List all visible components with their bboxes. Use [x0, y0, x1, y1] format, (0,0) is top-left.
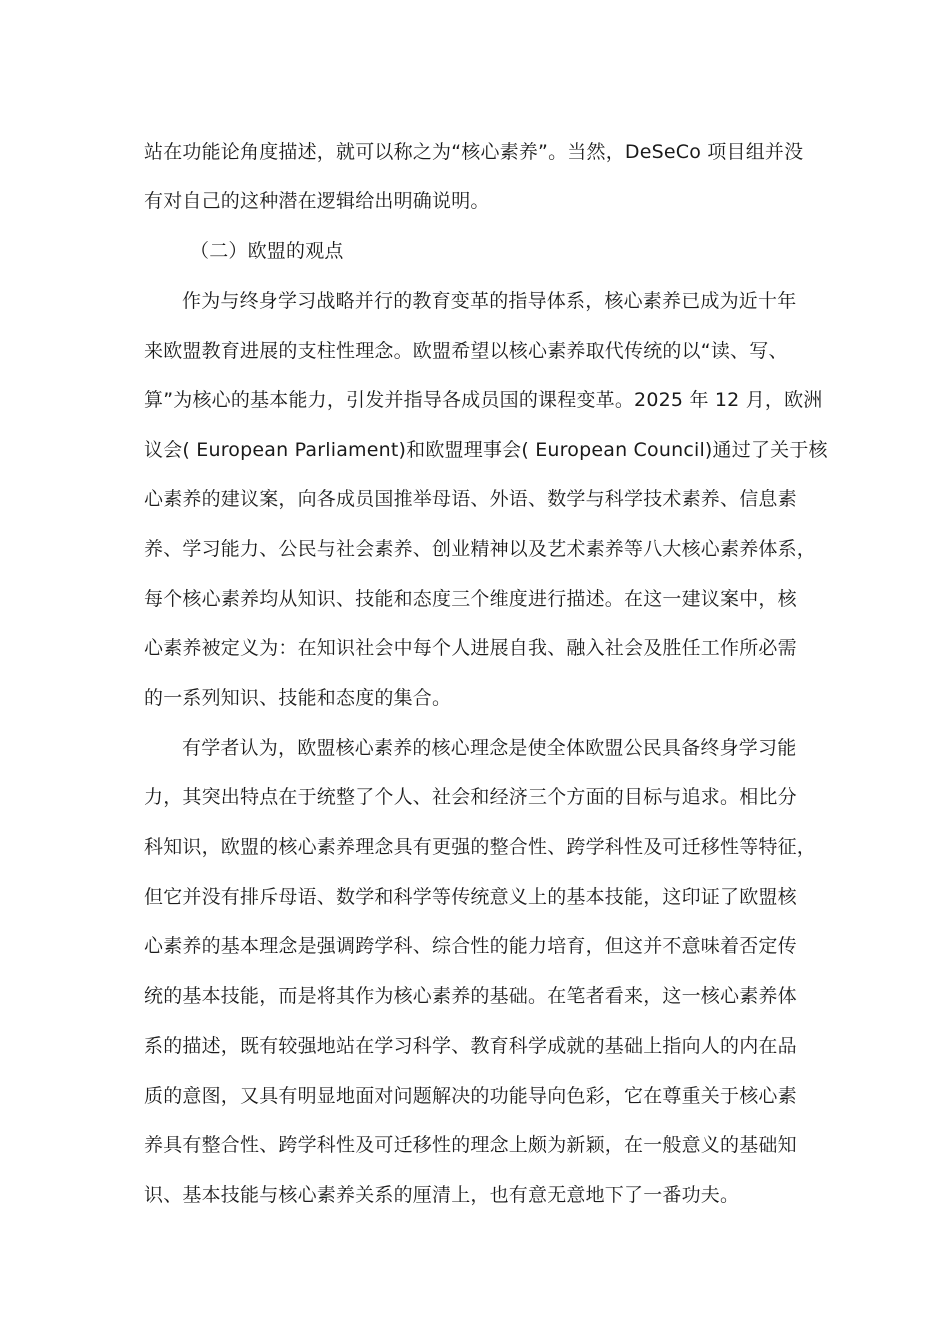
paragraph-line: 养具有整合性、跨学科性及可迁移性的理念上颇为新颖，在一般意义的基础知 [144, 1134, 797, 1156]
paragraph-line: 科知识，欧盟的核心素养理念具有更强的整合性、跨学科性及可迁移性等特征， [144, 836, 817, 858]
paragraph-line: 统的基本技能，而是将其作为核心素养的基础。在笔者看来，这一核心素养体 [144, 985, 797, 1007]
paragraph-line: 有学者认为，欧盟核心素养的核心理念是使全体欧盟公民具备终身学习能 [182, 737, 797, 759]
paragraph-line: 站在功能论角度描述，就可以称之为“核心素养”。当然，DeSeCo 项目组并没 [144, 141, 804, 163]
paragraph-line: 议会( European Parliament)和欧盟理事会( European Council)通过了关于核 [144, 439, 828, 461]
paragraph-line: 心素养的基本理念是强调跨学科、综合性的能力培育，但这并不意味着否定传 [144, 935, 797, 957]
paragraph-line: 有对自己的这种潜在逻辑给出明确说明。 [144, 190, 490, 212]
section-heading: （二）欧盟的观点 [190, 240, 344, 262]
paragraph-line: 作为与终身学习战略并行的教育变革的指导体系，核心素养已成为近十年 [182, 290, 797, 312]
paragraph-line: 质的意图，又具有明显地面对问题解决的功能导向色彩，它在尊重关于核心素 [144, 1085, 797, 1107]
paragraph-line: 算”为核心的基本能力，引发并指导各成员国的课程变革。2025 年 12 月，欧洲 [144, 389, 823, 411]
paragraph-line: 心素养的建议案，向各成员国推举母语、外语、数学与科学技术素养、信息素 [144, 488, 797, 510]
paragraph-line: 的一系列知识、技能和态度的集合。 [144, 687, 452, 709]
paragraph-line: 心素养被定义为：在知识社会中每个人进展自我、融入社会及胜任工作所必需 [144, 637, 797, 659]
paragraph-line: 但它并没有排斥母语、数学和科学等传统意义上的基本技能，这印证了欧盟核 [144, 886, 797, 908]
paragraph-line: 系的描述，既有较强地站在学习科学、教育科学成就的基础上指向人的内在品 [144, 1035, 797, 1057]
paragraph-line: 每个核心素养均从知识、技能和态度三个维度进行描述。在这一建议案中，核 [144, 588, 797, 610]
paragraph-line: 力，其突出特点在于统整了个人、社会和经济三个方面的目标与追求。相比分 [144, 786, 797, 808]
paragraph-line: 来欧盟教育进展的支柱性理念。欧盟希望以核心素养取代传统的以“读、写、 [144, 340, 788, 362]
paragraph-line: 识、基本技能与核心素养关系的厘清上，也有意无意地下了一番功夫。 [144, 1184, 740, 1206]
paragraph-line: 养、学习能力、公民与社会素养、创业精神以及艺术素养等八大核心素养体系， [144, 538, 817, 560]
